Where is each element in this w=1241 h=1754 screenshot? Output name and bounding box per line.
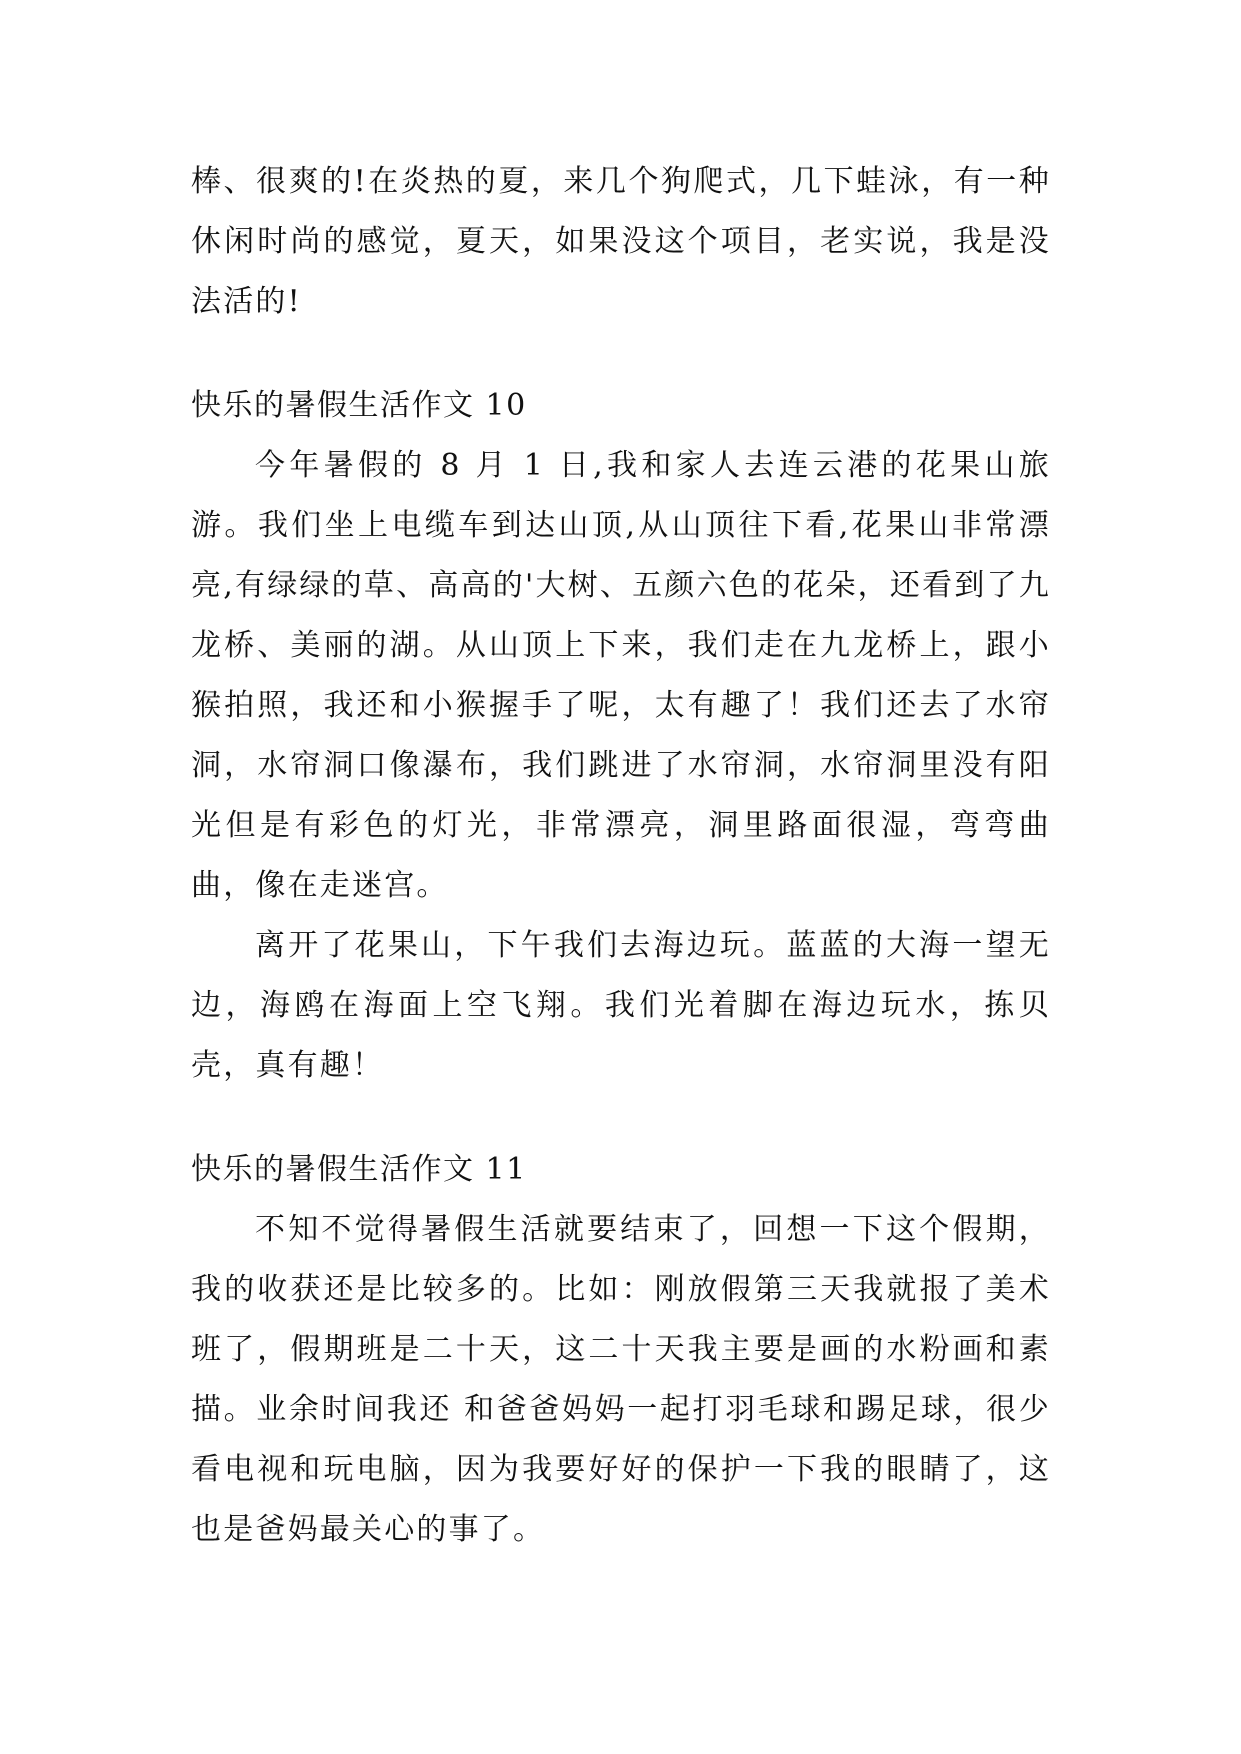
body-paragraph: 不知不觉得暑假生活就要结束了，回想一下这个假期，我的收获还是比较多的。比如：刚放假第三天我就报了美术班了，假期班是二十天，这二十天我主要是画的水粉画和素描。业余时间我还 和爸爸妈妈一起打羽毛球和踢足球，很少看电视和玩电脑，因为我要好好的保护一下我的眼睛了，这也是爸妈最关心的事了。: [191, 1212, 1051, 1547]
section-heading: 快乐的暑假生活作文 10: [191, 388, 527, 423]
section-heading: 快乐的暑假生活作文 11: [191, 1152, 527, 1187]
body-paragraph: 离开了花果山，下午我们去海边玩。蓝蓝的大海一望无边，海鸥在海面上空飞翔。我们光着脚在海边玩水，拣贝壳，真有趣！: [191, 928, 1051, 1083]
essay-section-10: [191, 376, 1051, 1096]
section-gap: [191, 332, 1051, 376]
document-page: [191, 152, 1051, 1560]
section-gap: [191, 1096, 1051, 1140]
body-paragraph: 今年暑假的 8 月 1 日,我和家人去连云港的花果山旅游。我们坐上电缆车到达山顶,从山顶往下看,花果山非常漂亮,有绿绿的草、高高的'大树、五颜六色的花朵，还看到了九龙桥、美丽的湖。从山顶上下来，我们走在九龙桥上，跟小猴拍照，我还和小猴握手了呢，太有趣了！我们还去了水帘洞，水帘洞口像瀑布，我们跳进了水帘洞，水帘洞里没有阳光但是有彩色的灯光，非常漂亮，洞里路面很湿，弯弯曲曲，像在走迷宫。: [191, 448, 1051, 903]
essay-section-11: [191, 1140, 1051, 1560]
intro-paragraph: 棒、很爽的!在炎热的夏，来几个狗爬式，几下蛙泳，有一种休闲时尚的感觉，夏天，如果没这个项目，老实说，我是没法活的!: [191, 164, 1051, 319]
